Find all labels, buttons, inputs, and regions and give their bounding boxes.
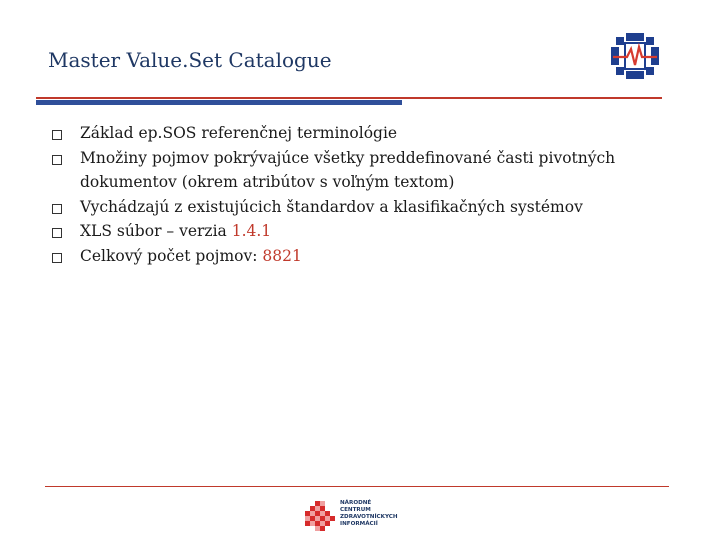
- slide-title: Master Value.Set Catalogue: [48, 48, 332, 72]
- bullet-text: Množiny pojmov pokrývajúce všetky preddefinované časti pivotných dokumentov (okrem atribútov s voľným textom): [80, 148, 616, 191]
- term-count-value: 8821: [262, 246, 302, 265]
- checkered-cross-logo-icon: [303, 501, 337, 533]
- square-bullet-icon: [52, 253, 62, 263]
- bullet-item: [52, 244, 672, 269]
- bullet-text: Vychádzajú z existujúcich štandardov a klasifikačných systémov: [80, 197, 583, 216]
- title-divider-blue: [36, 100, 402, 105]
- logo-line: INFORMÁCIÍ: [340, 521, 378, 527]
- bullet-prefix: XLS súbor – verzia: [80, 222, 232, 240]
- logo-line: CENTRUM: [340, 507, 371, 513]
- bullet-list: [52, 121, 672, 268]
- logo-line: ZDRAVOTNÍCKYCH: [340, 514, 398, 520]
- square-bullet-icon: [52, 204, 62, 214]
- square-bullet-icon: [52, 130, 62, 140]
- title-divider-red: [36, 97, 662, 99]
- bullet-text: Základ ep.SOS referenčnej terminológie: [80, 124, 398, 142]
- bullet-prefix: Celkový počet pojmov:: [80, 246, 263, 265]
- version-value: 1.4.1: [231, 222, 272, 240]
- logo-caption: [340, 500, 402, 528]
- bullet-text: [80, 244, 672, 269]
- nczi-logo: [303, 499, 403, 535]
- bullet-item: [52, 146, 672, 195]
- bullet-item: [52, 195, 672, 220]
- bullet-item: [52, 121, 672, 146]
- square-bullet-icon: [52, 155, 62, 165]
- square-bullet-icon: [52, 228, 62, 238]
- bullet-item: [52, 219, 672, 244]
- bullet-text: [80, 219, 672, 244]
- logo-line: NÁRODNÉ: [340, 500, 372, 506]
- footer-divider: [45, 486, 669, 487]
- cross-heartbeat-logo-icon: [611, 33, 659, 79]
